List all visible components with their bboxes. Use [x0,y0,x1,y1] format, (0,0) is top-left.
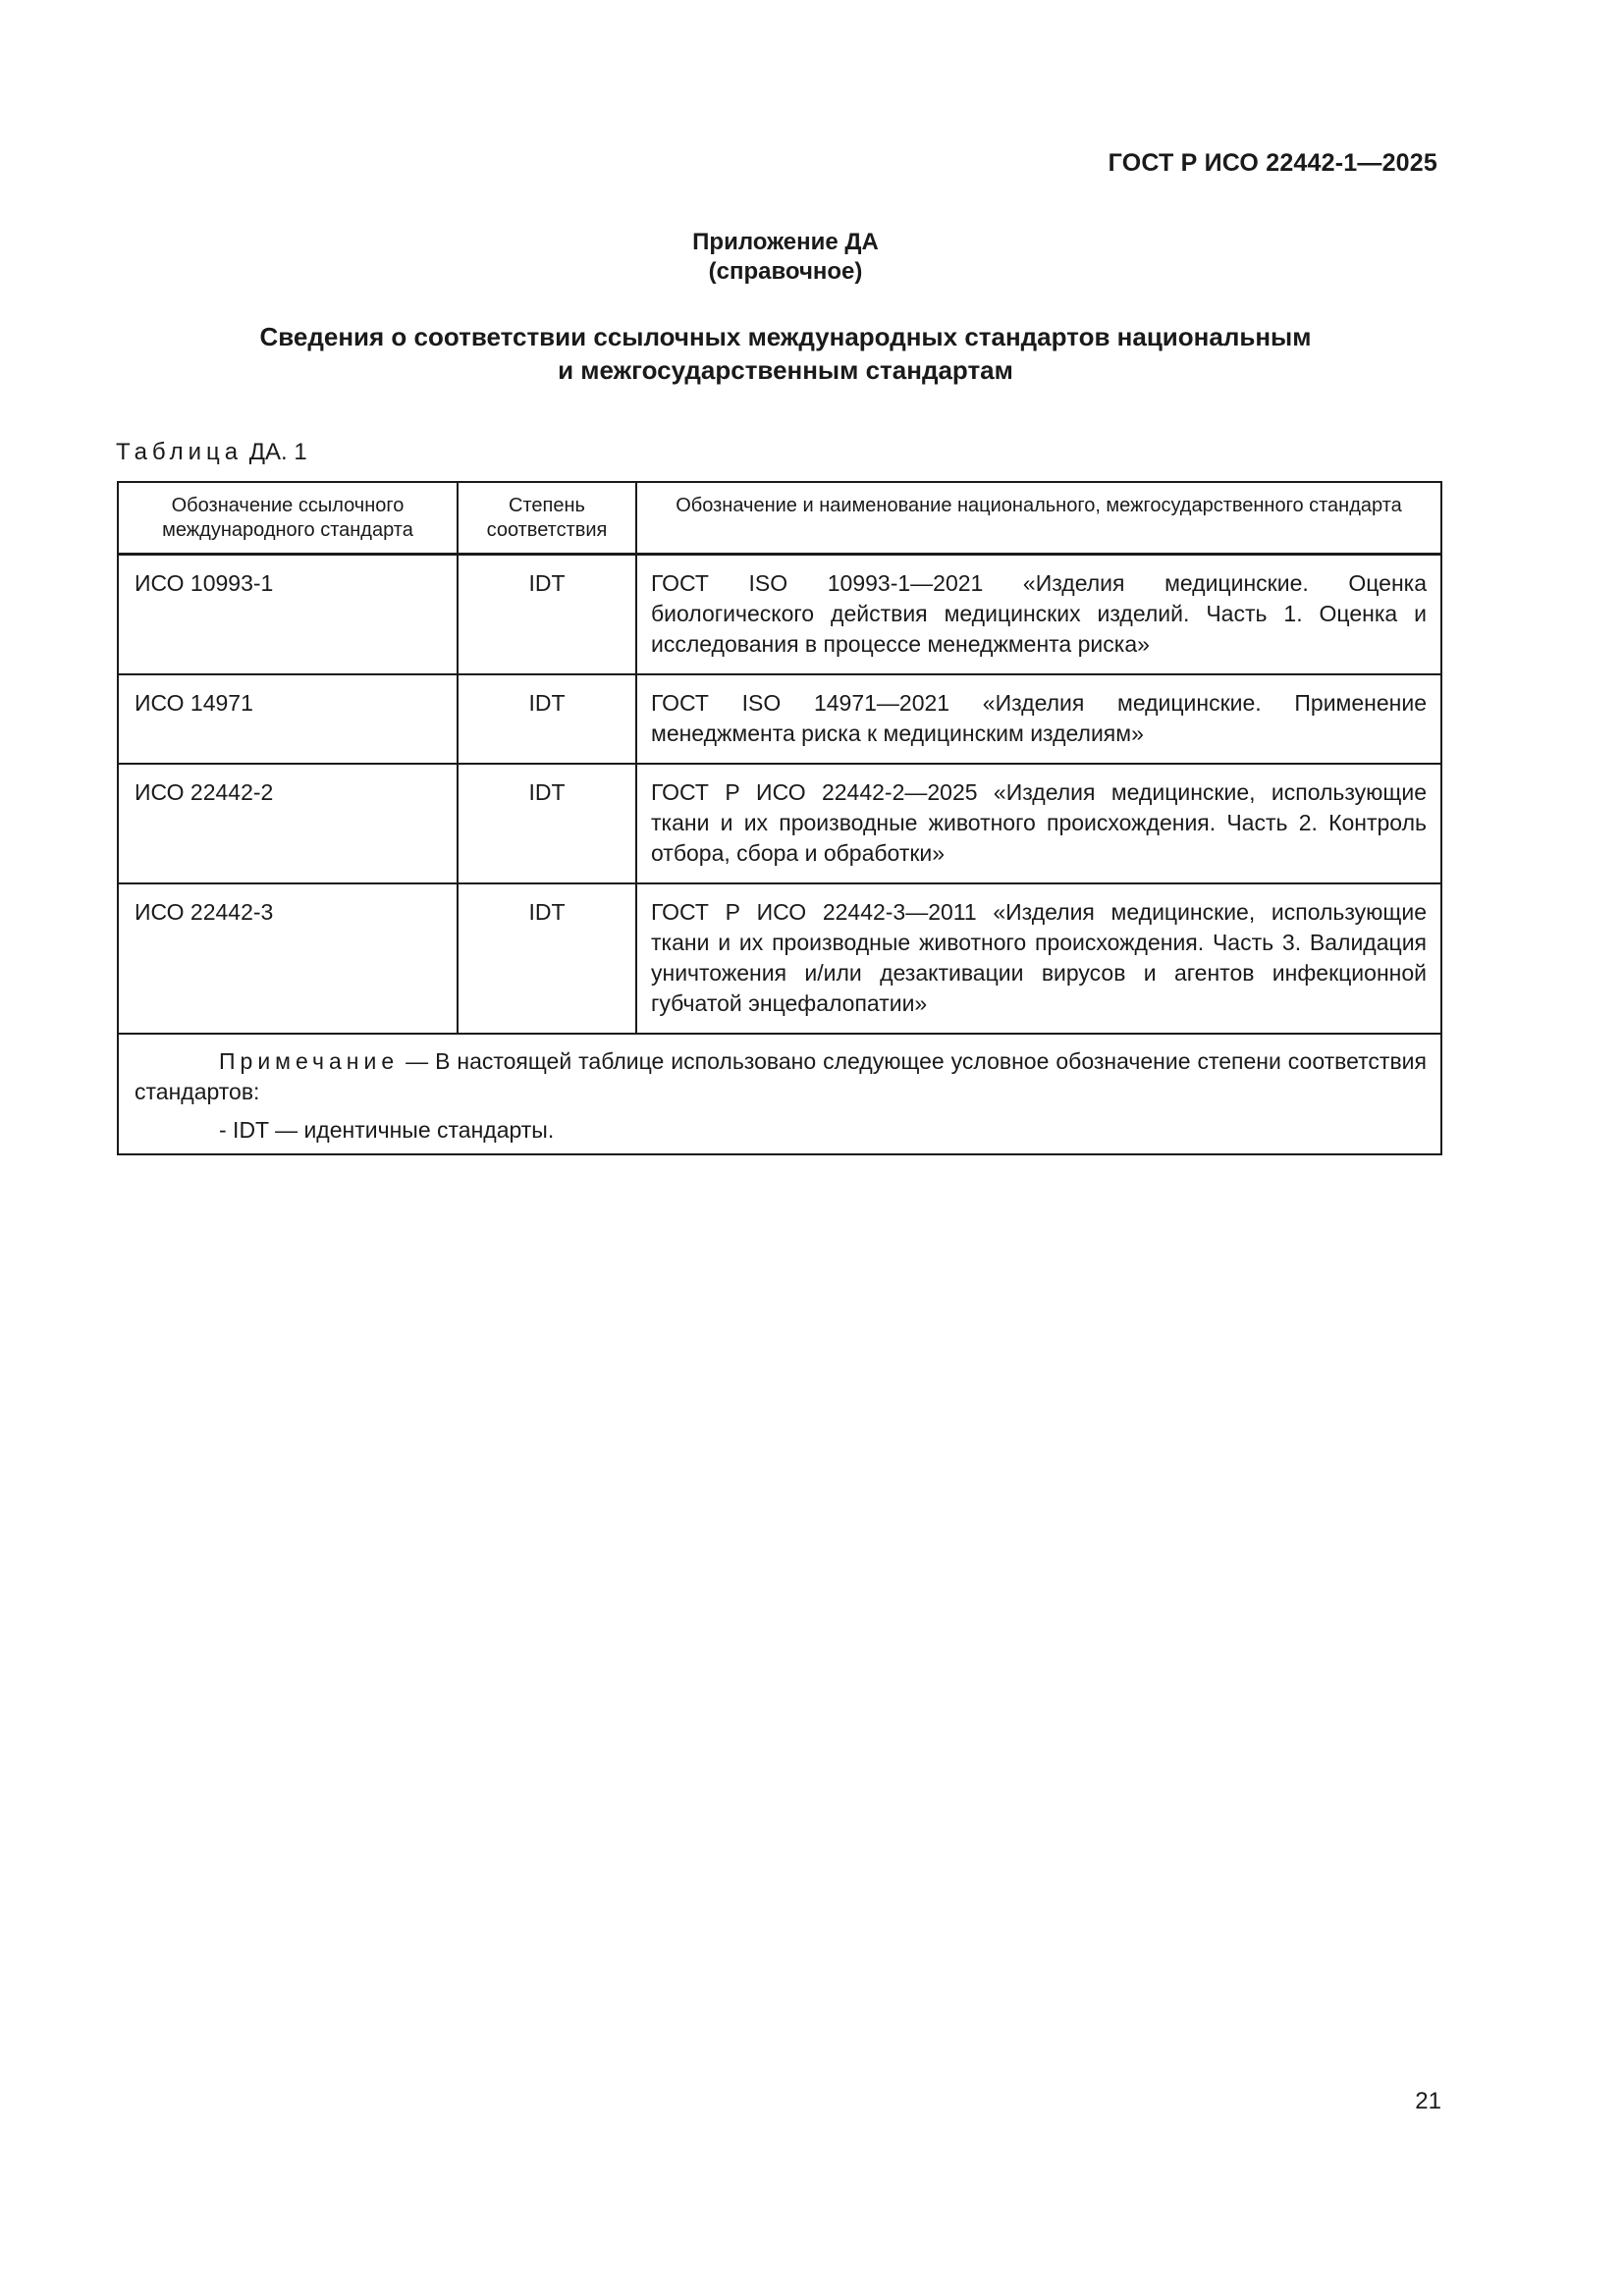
page-number: 21 [1415,2088,1441,2114]
table-label-prefix: Таблица [116,439,244,465]
table-row [118,764,1441,883]
section-title-line2: и межгосударственным стандартам [558,355,1013,385]
cell-national-standard: ГОСТ ISO 14971—2021 «Изделия медицинские. Применение менеджмента риска к медицинским изделиям» [636,674,1441,764]
note-body: — В настоящей таблице использовано следующее условное обозначение степени соответствия стандартов: [135,1048,1427,1104]
header-degree: Степень соответствия [458,482,636,555]
cell-national-standard: ГОСТ ISO 10993-1—2021 «Изделия медицинские. Оценка биологического действия медицинских изделий. Часть 1. Оценка и исследования в процессе менеджмента риска» [636,555,1441,675]
table-row [118,883,1441,1034]
section-title-line1: Сведения о соответствии ссылочных международных стандартов национальным [259,322,1312,351]
table-header-row [118,482,1441,555]
cell-intl-standard: ИСО 10993-1 [118,555,458,675]
header-national-standard: Обозначение и наименование национального, межгосударственного стандарта [636,482,1441,555]
table-row [118,674,1441,764]
cell-degree: IDT [458,883,636,1034]
cell-degree: IDT [458,555,636,675]
appendix-heading [0,228,1571,287]
cell-intl-standard: ИСО 22442-2 [118,764,458,883]
appendix-subtitle: (справочное) [708,258,863,285]
table-note-row [118,1034,1441,1154]
section-title [0,320,1571,387]
cell-intl-standard: ИСО 14971 [118,674,458,764]
note-label: Примечание [219,1048,400,1074]
correspondence-table-wrapper [117,481,1440,1155]
note-list-item: - IDT — идентичные стандарты. [219,1117,555,1143]
note-text [135,1046,1427,1107]
cell-national-standard: ГОСТ Р ИСО 22442-2—2025 «Изделия медицинские, использующие ткани и их производные животного происхождения. Часть 2. Контроль отбора, сбора и обработки» [636,764,1441,883]
cell-national-standard: ГОСТ Р ИСО 22442-3—2011 «Изделия медицинские, использующие ткани и их производные животного происхождения. Часть 3. Валидация уничтожения и/или дезактивации вирусов и агентов инфекционной губчатой энцефалопатии» [636,883,1441,1034]
cell-degree: IDT [458,764,636,883]
cell-degree: IDT [458,674,636,764]
header-intl-standard: Обозначение ссылочного международного стандарта [118,482,458,555]
appendix-title: Приложение ДА [692,229,879,255]
document-code: ГОСТ Р ИСО 22442-1—2025 [1108,149,1437,177]
cell-intl-standard: ИСО 22442-3 [118,883,458,1034]
table-label [116,439,307,466]
correspondence-table [117,481,1442,1155]
table-note [118,1034,1441,1154]
table-row [118,555,1441,675]
table-label-number: ДА. 1 [248,439,307,465]
